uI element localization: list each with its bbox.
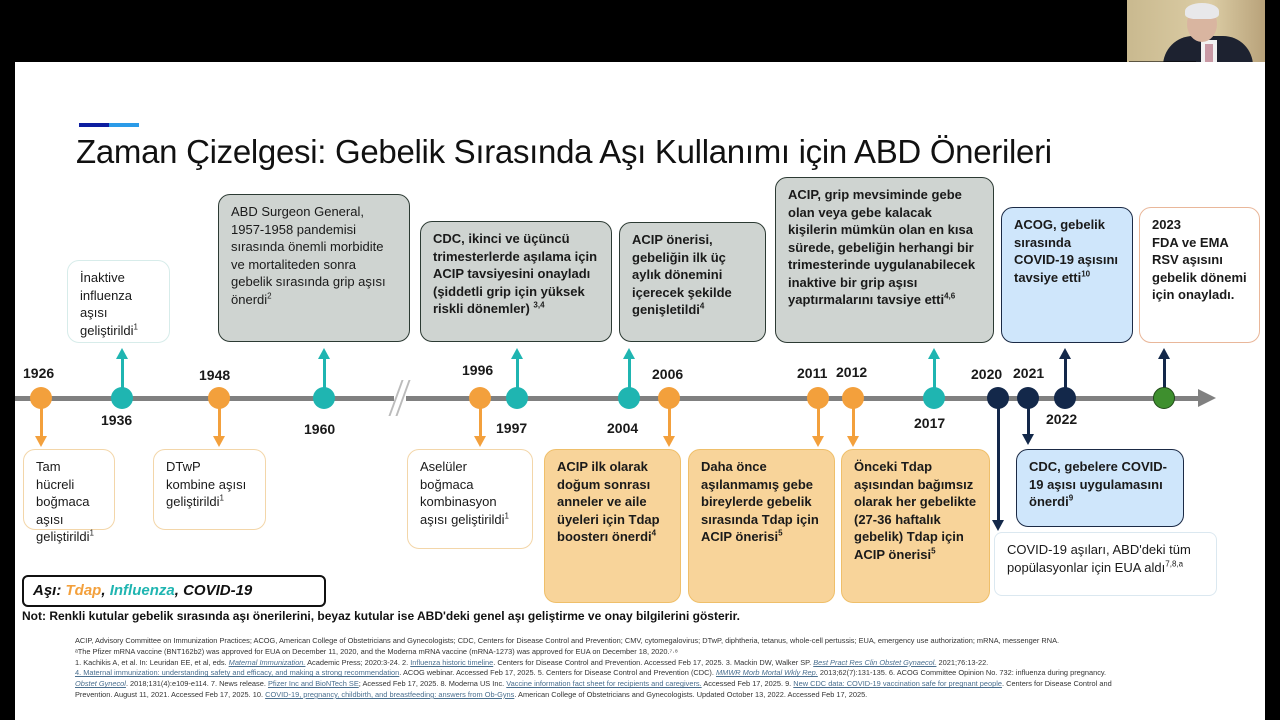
- ref-sup: 1: [504, 511, 509, 521]
- event-text: ACIP, grip mevsiminde gebe olan veya gebe kalacak kişilerin mümkün olan en kısa sürede, gebeliğin herhangi bir trimesterinde uygulanabilecek inaktive bir grip aşısı yaptırmalarını tavsiye etti: [788, 187, 976, 307]
- ref-link-acog-webinar[interactable]: 4. Maternal immunization: understanding safety and efficacy, and making a strong recommendation: [75, 668, 400, 678]
- timeline-dot-2006[interactable]: [658, 387, 680, 409]
- year-label-1936: 1936: [101, 412, 133, 428]
- arrow-up-icon: [623, 348, 635, 359]
- accent-light-blue: [109, 123, 139, 127]
- timeline-dot-2011[interactable]: [807, 387, 829, 409]
- arrow-down-icon: [812, 436, 824, 447]
- ref-link-acog-faq[interactable]: COVID-19, pregnancy, childbirth, and breastfeeding: answers from Ob-Gyns: [265, 689, 515, 699]
- ref-text: 2021;76:13-22.: [936, 657, 989, 667]
- timeline-dot-1936[interactable]: [111, 387, 133, 409]
- arrow-up-icon: [1059, 348, 1071, 359]
- ref-line-4: [75, 690, 1255, 701]
- event-text: Önceki Tdap aşısından bağımsız olarak her gebelikte (27-36 haftalık gebelik) Tdap için ACIP önerisi: [854, 459, 977, 562]
- event-box-2021: [1016, 449, 1184, 527]
- connector-1996: [479, 405, 482, 437]
- year-label-2012: 2012: [836, 364, 868, 380]
- arrow-up-icon: [116, 348, 128, 359]
- ref-sup: 9: [1068, 493, 1074, 503]
- ref-link-maternal-immunization[interactable]: Maternal Immunization.: [228, 657, 306, 667]
- ref-link-best-pract[interactable]: Best Pract Res Clin Obstet Gynaecol.: [813, 657, 937, 667]
- year-label-1960: 1960: [304, 421, 336, 437]
- timeline-dot-2020[interactable]: [987, 387, 1009, 409]
- event-box-2012: [841, 449, 990, 603]
- timeline-dot-1996[interactable]: [469, 387, 491, 409]
- vaccine-legend: [22, 575, 326, 607]
- legend-covid: COVID-19: [183, 582, 253, 599]
- year-label-2020: 2020: [971, 366, 1003, 382]
- event-text: COVID-19 aşıları, ABD'deki tüm popülasyonlar için EUA aldı: [1007, 542, 1191, 575]
- event-box-2011: [688, 449, 835, 603]
- ref-link-mmwr[interactable]: MMWR Morb Mortal Wkly Rep.: [716, 668, 818, 678]
- ref-link-obstet-gynecol[interactable]: Obstet Gynecol: [75, 679, 126, 689]
- timeline-dot-1960[interactable]: [313, 387, 335, 409]
- ref-text: ; Acessed Feb 17, 2025. 8. Moderna US Inc.: [358, 679, 507, 689]
- timeline-dot-2022[interactable]: [1054, 387, 1076, 409]
- participant-hair: [1185, 3, 1219, 19]
- ref-sup: 4: [699, 301, 705, 311]
- year-label-2006: 2006: [652, 366, 684, 382]
- arrow-down-icon: [474, 436, 486, 447]
- ref-sup: 2: [267, 291, 272, 301]
- connector-2017: [933, 357, 936, 389]
- ref-line-1: [75, 658, 1255, 669]
- ref-text: . 2018;131(4):e109-e114. 7. News release.: [125, 679, 268, 689]
- arrow-down-icon: [992, 520, 1004, 531]
- event-text: Daha önce aşılanmamış gebe bireylerde gebelik sırasında Tdap için ACIP önerisi: [701, 459, 819, 544]
- arrow-down-icon: [847, 436, 859, 447]
- event-text: ACIP ilk olarak doğum sonrası anneler ve aile üyeleri için Tdap boosterı önerdi: [557, 459, 660, 544]
- event-box-1960: [218, 194, 410, 342]
- event-year-line: 2023: [1152, 217, 1181, 232]
- event-box-2020: [994, 532, 1217, 596]
- timeline-break-icon: [389, 380, 411, 416]
- year-label-1997: 1997: [496, 420, 528, 436]
- ref-link-influenza-timeline[interactable]: Influenza historic timeline: [410, 657, 494, 667]
- arrow-down-icon: [213, 436, 225, 447]
- ref-text: Academic Press; 2020:3-24. 2.: [305, 657, 411, 667]
- timeline-dot-1926[interactable]: [30, 387, 52, 409]
- year-label-2017: 2017: [914, 415, 946, 431]
- ref-text: . ACOG webinar. Accessed Feb 17, 2025. 5. Centers for Disease Control and Prevention (CDC).: [399, 668, 716, 678]
- event-text: DTwP kombine aşısı geliştirildi: [166, 459, 247, 509]
- timeline-dot-1997[interactable]: [506, 387, 528, 409]
- timeline-dot-2023[interactable]: [1153, 387, 1175, 409]
- connector-1948: [218, 405, 221, 437]
- arrow-down-icon: [35, 436, 47, 447]
- connector-2022: [1064, 357, 1067, 389]
- connector-2004: [628, 357, 631, 389]
- legend-prefix: Aşı:: [33, 582, 66, 599]
- arrow-down-icon: [663, 436, 675, 447]
- connector-2021: [1027, 405, 1030, 435]
- ref-abbreviations: ACIP, Advisory Committee on Immunization Practices; ACOG, American College of Obstetricians and Gynecologists; CDC, Centers for Disease Control and Prevention; CMV, cytomegalovirus; DTwP, diphtheria, tetanus, whole-cell pertussis; EUA, emergency use authorization; mRNA, messenger RNA.: [75, 636, 1060, 645]
- timeline-dot-2021[interactable]: [1017, 387, 1039, 409]
- event-text: ACOG, gebelik sırasında COVID-19 aşısını tavsiye etti: [1014, 217, 1119, 285]
- year-label-2004: 2004: [607, 420, 639, 436]
- references-block: [75, 636, 1255, 701]
- year-label-1996: 1996: [462, 362, 494, 378]
- ref-sup: 7,8,a: [1165, 559, 1184, 569]
- ref-line-2: [75, 668, 1255, 679]
- ref-text: . Centers for Disease Control and: [1002, 679, 1112, 689]
- legend-sep: ,: [101, 582, 110, 599]
- event-box-1936: [67, 260, 170, 343]
- event-box-2022: [1001, 207, 1133, 343]
- event-box-1996: [407, 449, 533, 549]
- ref-line-3: [75, 679, 1255, 690]
- event-box-2006: [544, 449, 681, 603]
- ref-sup: 4,6: [944, 291, 956, 301]
- event-box-1997: [420, 221, 612, 342]
- ref-link-cdc-data[interactable]: New CDC data: COVID-19 vaccination safe for pregnant people: [793, 679, 1002, 689]
- event-box-2017: [775, 177, 994, 343]
- ref-text: . American College of Obstetricians and Gynecologists. Updated October 13, 2022. Accessed Feb 17, 2025.: [514, 689, 868, 699]
- event-text: Tam hücreli boğmaca aşısı geliştirildi: [36, 459, 90, 544]
- ref-sup: 1: [133, 322, 138, 332]
- legend-influenza: Influenza: [109, 582, 175, 599]
- arrow-up-icon: [318, 348, 330, 359]
- ref-sup: 5: [931, 546, 936, 556]
- ref-link-pfizer[interactable]: Pfizer Inc and BioNTech SE: [267, 679, 359, 689]
- connector-1936: [121, 357, 124, 389]
- ref-sup: 5: [778, 528, 783, 538]
- event-text: ABD Surgeon General, 1957-1958 pandemisi sırasında önemli morbidite ve mortaliteden sonra gebelik sırasında grip aşısı önerdi: [231, 204, 386, 307]
- ref-link-moderna-factsheet[interactable]: Vaccine information fact sheet for recipients and caregivers.: [506, 679, 702, 689]
- timeline-dot-1948[interactable]: [208, 387, 230, 409]
- legend-tdap: Tdap: [65, 582, 102, 599]
- connector-2020: [997, 405, 1000, 521]
- year-label-2021: 2021: [1013, 365, 1045, 381]
- year-label-1948: 1948: [199, 367, 231, 383]
- year-label-2022: 2022: [1046, 411, 1078, 427]
- ref-sup: 4: [651, 528, 657, 538]
- ref-text: 1. Kachikis A, et al. In: Leuridan EE, et al, eds.: [75, 657, 229, 667]
- ref-text: 2013;62(7):131-135. 6. ACOG Committee Opinion No. 732: influenza during pregnancy.: [817, 668, 1107, 678]
- year-label-2011: 2011: [797, 365, 828, 381]
- ref-text: Accessed Feb 17, 2025. 9.: [701, 679, 794, 689]
- ref-text: Prevention. August 11, 2021. Accessed Feb 17, 2025. 10.: [75, 689, 266, 699]
- ref-footnote-a: ᵃThe Pfizer mRNA vaccine (BNT162b2) was approved for EUA on December 11, 2020, and the Moderna mRNA vaccine (mRNA-1273) was approved for EUA on December 18, 2020.⁷·⁸: [75, 646, 678, 656]
- connector-1926: [40, 405, 43, 437]
- event-box-2023: [1139, 207, 1260, 343]
- ref-sup: 10: [1081, 269, 1091, 279]
- arrow-up-icon: [511, 348, 523, 359]
- timeline-dot-2012[interactable]: [842, 387, 864, 409]
- event-text: CDC, ikinci ve üçüncü trimesterlerde aşılama için ACIP tavsiyesini onayladı (şiddetli grip için yüksek riskli dönemler): [433, 231, 598, 316]
- event-box-2004: [619, 222, 766, 342]
- title-accent-bar: [79, 123, 139, 127]
- timeline-dot-2017[interactable]: [923, 387, 945, 409]
- arrow-down-icon: [1022, 434, 1034, 445]
- ref-sup: 3,4: [533, 300, 545, 310]
- arrow-up-icon: [1158, 348, 1170, 359]
- ref-sup: 1: [219, 493, 224, 503]
- connector-2011: [817, 405, 820, 437]
- event-text: CDC, gebelere COVID-19 aşısı uygulamasını önerdi: [1029, 459, 1167, 509]
- connector-2023: [1163, 357, 1166, 389]
- event-box-1926: [23, 449, 115, 544]
- legend-sep: ,: [174, 582, 184, 599]
- event-box-1948: [153, 449, 266, 530]
- connector-1960: [323, 357, 326, 389]
- accent-dark-blue: [79, 123, 109, 127]
- page-title: Zaman Çizelgesi: Gebelik Sırasında Aşı Kullanımı için ABD Önerileri: [76, 133, 1052, 170]
- event-text: Aselüler boğmaca kombinasyon aşısı geliştirildi: [420, 459, 505, 527]
- connector-1997: [516, 357, 519, 389]
- ref-sup: 1: [89, 528, 94, 538]
- timeline-dot-2004[interactable]: [618, 387, 640, 409]
- year-label-1926: 1926: [23, 365, 55, 381]
- event-text: İnaktive influenza aşısı geliştirildi: [80, 270, 134, 338]
- arrow-up-icon: [928, 348, 940, 359]
- event-text: ACIP önerisi, gebeliğin ilk üç aylık dönemini içerecek şekilde genişletildi: [632, 232, 732, 317]
- connector-2006: [668, 405, 671, 437]
- ref-text: . Centers for Disease Control and Prevention. Accessed Feb 17, 2025. 3. Mackin DW, Walker SP.: [493, 657, 814, 667]
- slide-note: Not: Renkli kutular gebelik sırasında aşı önerilerini, beyaz kutular ise ABD'deki genel aşı geliştirme ve onay bilgilerini gösterir.: [22, 609, 740, 623]
- timeline-arrowhead: [1198, 389, 1216, 407]
- connector-2012: [852, 405, 855, 437]
- event-text: FDA ve EMA RSV aşısını gebelik dönemi için onayladı.: [1152, 234, 1247, 302]
